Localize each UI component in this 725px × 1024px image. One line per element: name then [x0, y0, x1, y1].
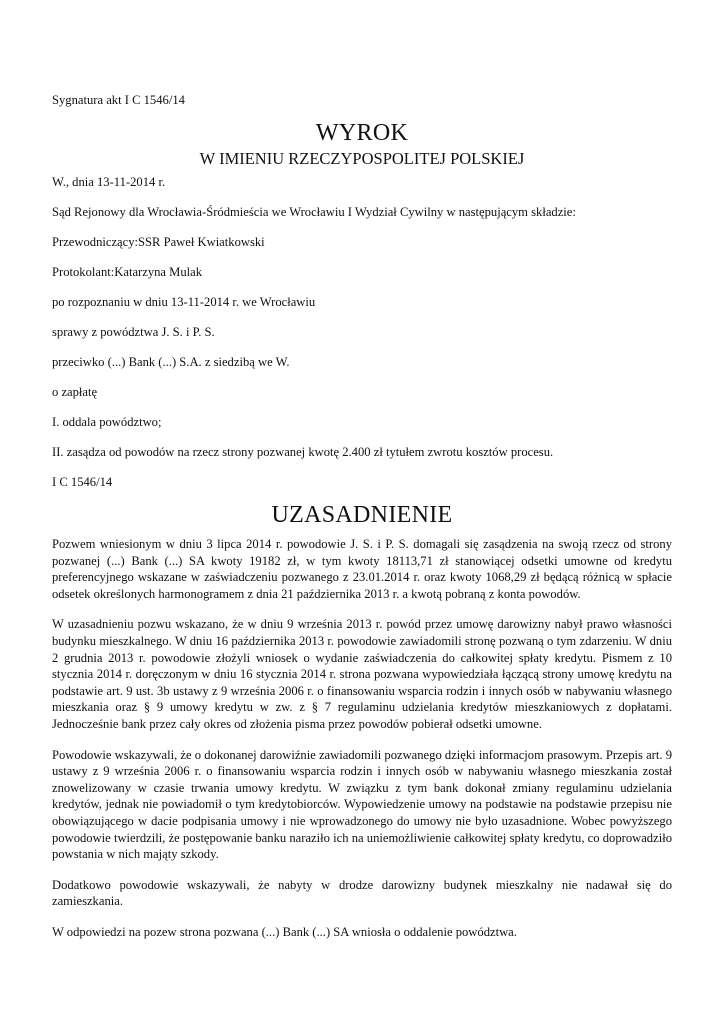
justification-paragraph: Dodatkowo powodowie wskazywali, że nabyty w drodze darowizny budynek mieszkalny nie nadawał się do zamieszkania. — [52, 877, 672, 909]
hearing-line: po rozpoznaniu w dniu 13-11-2014 r. we Wrocławiu — [52, 295, 316, 309]
date-line: W., dnia 13-11-2014 r. — [52, 175, 166, 189]
verdict-point-1: I. oddala powództwo; — [52, 415, 162, 429]
justification-title: UZASADNIENIE — [271, 502, 453, 528]
court-line: Sąd Rejonowy dla Wrocławia-Śródmieścia we Wrocławiu I Wydział Cywilny w następującym składzie: — [52, 205, 576, 219]
justification-paragraph: W uzasadnieniu pozwu wskazano, że w dniu 9 września 2013 r. powód przez umowę darowizny nabył prawo własności budynku mieszkalnego. W dniu 16 października 2013 r. powodowie zawiadomili stronę pozwaną o tym zdarzeniu. W dniu 2 grudnia 2013 r. powodowie złożyli wniosek o wydanie zaświadczenia do całkowitej spłaty kredytu. Pismem z 10 stycznia 2014 r. doręczonym w dniu 16 stycznia 2014 r. strona pozwana wypowiedziała łączącą strony umowę kredytu na podstawie art. 9 ust. 3b ustawy z 9 września 2006 r. o finansowaniu wsparcia rodzin i innych osób w nabywaniu własnego mieszkania oraz § 9 umowy kredytu w zw. z § 7 regulaminu udzielania kredytów mieszkaniowych z dopłatami. Jednocześnie bank przez cały okres od złożenia pisma przez powodów pobierał odsetki umowne. — [52, 617, 672, 731]
parties-line: sprawy z powództwa J. S. i P. S. — [52, 325, 215, 339]
verdict-subtitle: W IMIENIU RZECZYPOSPOLITEJ POLSKIEJ — [199, 149, 525, 168]
defendant-line: przeciwko (...) Bank (...) S.A. z siedzibą we W. — [52, 355, 290, 369]
verdict-title: WYROK — [315, 120, 409, 146]
verdict-point-2: II. zasądza od powodów na rzecz strony pozwanej kwotę 2.400 zł tytułem zwrotu kosztów procesu. — [52, 445, 554, 459]
justification-paragraph: Powodowie wskazywali, że o dokonanej darowiźnie zawiadomili pozwanego dzięki informacjom prasowym. Przepis art. 9 ustawy z 9 września 2006 r. o finansowaniu wsparcia rodzin i innych osób w nabywaniu własnego mieszkania został znowelizowany w czasie trwania umowy kredytu. W związku z tym bank dokonał zmiany regulaminu udzielania kredytów, jednak nie powiadomił o tym kredytobiorców. Wypowiedzenie umowy na podstawie na podstawie przepisu nie obowiązującego w dacie podpisania umowy i nie wprowadzonego do umowy nie było uzasadnione. Wobec powyższego powodowie twierdzili, że postępowanie banku naraziło ich na uniemożliwienie całkowitej spłaty kredytu, co doprowadziło powstania w nich mająty szkody. — [52, 747, 672, 862]
case-signature: Sygnatura akt I C 1546/14 — [52, 93, 185, 107]
subject-line: o zapłatę — [52, 385, 98, 399]
justification-paragraph: W odpowiedzi na pozew strona pozwana (...) Bank (...) SA wniosła o oddalenie powództwa. — [52, 924, 517, 939]
chair-line: Przewodniczący:SSR Paweł Kwiatkowski — [52, 235, 265, 249]
document-page — [52, 92, 672, 940]
justification-paragraph: Pozwem wniesionym w dniu 3 lipca 2014 r. powodowie J. S. i P. S. domagali się zasądzenia na swoją rzecz od strony pozwanej (...) Bank (...) SA kwoty 19182 zł, w tym kwoty 18113,71 zł stanowiącej odsetki umowne od kredytu preferencyjnego wskazane w zaświadczeniu pozwanego z 23.01.2014 r. oraz kwoty 1068,29 zł będącą różnicą w spłacie odsetek określonych harmonogramem z dnia 21 października 2013 r. a kwotą pobraną z konta powodów. — [52, 537, 672, 601]
clerk-line: Protokolant:Katarzyna Mulak — [52, 265, 203, 279]
case-number: I C 1546/14 — [52, 475, 113, 489]
